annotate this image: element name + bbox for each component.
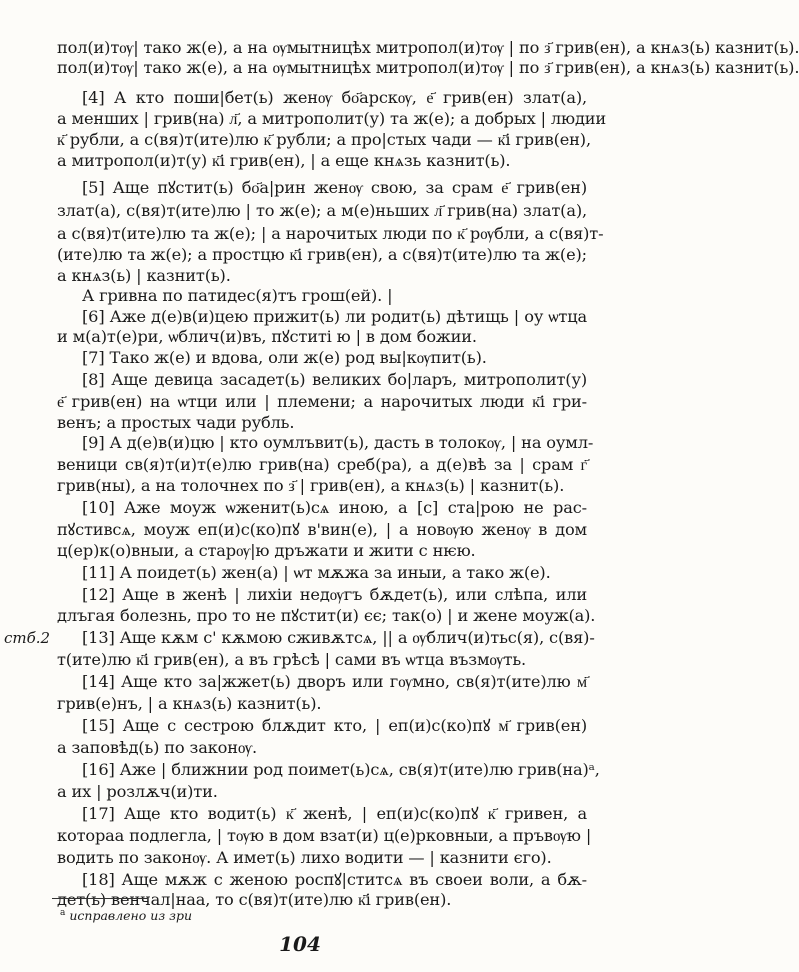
text-line: веници св(я)т(и)т(е)лю грив(на) среб(ра), а д(е)вѣ за | срам г҃	[57, 455, 587, 474]
text-line: [10] Аже моуж ѡженит(ь)сѧ иною, а [с] ста|рою не рас-	[82, 498, 587, 517]
text-line: [6] Аже д(е)в(и)цею прижит(ь) ли родит(ь) дѣтищь | оу ѡтца	[82, 307, 587, 326]
text-line: грив(ны), а на толочнех по з҃ | грив(ен), а кнѧз(ь) | казнит(ь).	[57, 476, 565, 495]
text-line: а менших | грив(на) л҃, а митрополит(у) та ж(е); а добрых | людии	[57, 109, 607, 128]
text-line: котораа подлегла, | тѹю в дом взат(и) ц(е)рковныи, а пръвѹю |	[57, 826, 592, 845]
text-line: а кнѧз(ь) | казнит(ь).	[57, 266, 231, 285]
text-line: ц(ер)к(о)вныи, а старѹ|ю дръжати и жити с нѥю.	[57, 541, 476, 560]
text-line: пол(и)тѹ| тако ж(е), а на ѹмытницѣх митропол(и)тѹ | по з҃ грив(ен), а кнѧз(ь) казнит(ь).	[57, 38, 799, 57]
text-line: к҃ рубли, а с(вя)т(ите)лю к҃ рубли; а про|стых чади — к҃і грив(ен),	[57, 130, 591, 149]
text-line: а митропол(и)т(у) к҃і грив(ен), | а еще кнѧзь казнит(ь).	[57, 151, 511, 170]
text-line: а их | розлѫч(и)ти.	[57, 782, 218, 801]
text-line: [18] Аще мѫж с женою роспꙋ|ститсѧ въ своеи воли, а бѫ-	[82, 870, 587, 889]
text-line: венъ; а простых чади рубль.	[57, 413, 295, 432]
text-line: и м(а)т(е)ри, ѡблич(и)въ, пꙋститі ю | в дом божии.	[57, 327, 477, 346]
margin-note: стб.2	[4, 629, 51, 647]
footnote-marker: а	[60, 908, 66, 918]
text-line: (ите)лю та ж(е); а простцю к҃і грив(ен), а с(вя)т(ите)лю та ж(е);	[57, 245, 587, 264]
text-line: длъгая болезнь, про то не пꙋстит(и) єє; так(о) | и жене моуж(а).	[57, 606, 596, 625]
text-line: пол(и)тѹ| тако ж(е), а на ѹмытницѣх митропол(и)тѹ | по з҃ грив(ен), а кнѧз(ь) казнит(ь).	[57, 58, 799, 77]
text-line: [7] Тако ж(е) и вдова, оли ж(е) род вы|кѹпит(ь).	[82, 348, 487, 367]
text-line: грив(е)нъ, | а кнѧз(ь) казнит(ь).	[57, 694, 322, 713]
text-line: [8] Аще девица засадет(ь) великих бо|ларъ, митрополит(у)	[82, 370, 587, 389]
text-line: [12] Аще в женѣ | лихіи недѹгъ бѫдет(ь), или слѣпа, или	[82, 585, 587, 604]
footnote-rule	[52, 898, 148, 899]
text-line: [11] А поидет(ь) жен(а) | ѡт мѫжа за иныи, а тако ж(е).	[82, 563, 551, 582]
text-line: [15] Аще с сестрою блѫдит кто, | еп(и)с(ко)пꙋ м҃ грив(ен)	[82, 716, 587, 735]
text-line: [9] А д(е)в(и)цю | кто оумлъвит(ь), дасть в толокѹ, | на оумл-	[82, 433, 594, 452]
text-line: [16] Аже | ближнии род поимет(ь)сѧ, св(я)т(ите)лю грив(на)ᵃ,	[82, 760, 600, 779]
text-line: водить по законѹ. А имет(ь) лихо водити — | казнити єго).	[57, 848, 552, 867]
text-line: пꙋстивсѧ, моуж еп(и)с(ко)пꙋ в'вин(е), | а новѹю женѹ в дом	[57, 520, 587, 539]
text-line: т(ите)лю к҃і грив(ен), а въ грѣсѣ | сами въ ѡтца възмѹть.	[57, 650, 526, 669]
footnote-text: исправлено из зри	[69, 908, 192, 924]
text-line: [4] А кто поши|бет(ь) женѹ бо҃арскѹ, е҃ грив(ен) злат(а),	[82, 88, 587, 107]
text-line: [14] Аще кто за|жжет(ь) дворъ или гѹмно, св(я)т(ите)лю м҃	[82, 672, 587, 691]
footnote	[60, 904, 192, 925]
text-line: а с(вя)т(ите)лю та ж(е); | а нарочитых люди по к҃ рѹбли, а с(вя)т-	[57, 224, 604, 243]
text-line: [17] Аще кто водит(ь) к҃ женѣ, | еп(и)с(ко)пꙋ к҃ гривен, а	[82, 804, 587, 823]
text-line: дет(ь) венчал|наа, то с(вя)т(ите)лю к҃і грив(ен).	[57, 890, 452, 909]
text-line: А гривна по патидес(я)тъ грош(ей). |	[82, 286, 393, 305]
text-line: [5] Аще пꙋстит(ь) бо҃а|рин женѹ свою, за срам е҃ грив(ен)	[82, 178, 587, 197]
page-number: 104	[279, 932, 321, 956]
text-line: е҃ грив(ен) на ѡтци или | племени; а нарочитых люди к҃і гри-	[57, 392, 587, 411]
text-line: [13] Аще кѫм с' кѫмою сживѫтсѧ, || а ѹблич(и)тьс(я), с(вя)-	[82, 628, 595, 647]
text-line: а заповѣд(ь) по законѹ.	[57, 738, 257, 757]
text-line: злат(а), с(вя)т(ите)лю | то ж(е); а м(е)ньших л҃ грив(на) злат(а),	[57, 201, 587, 220]
